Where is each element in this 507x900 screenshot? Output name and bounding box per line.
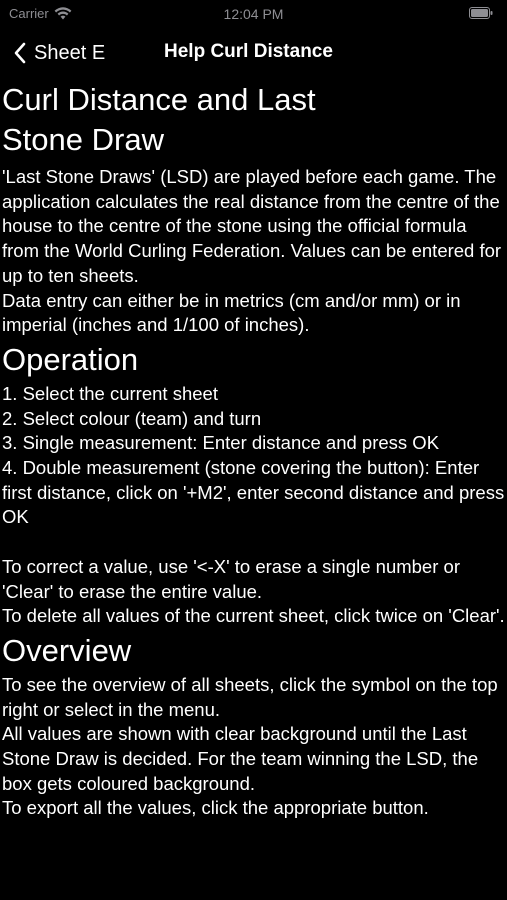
operation-heading: Operation [2, 341, 139, 377]
main-heading: Curl Distance and Last Stone Draw [2, 82, 316, 157]
overview-heading: Overview [2, 632, 132, 668]
chevron-left-icon [14, 42, 26, 64]
carrier-label: Carrier [9, 6, 49, 21]
back-button-label: Sheet E [34, 41, 106, 64]
help-content [2, 80, 507, 821]
battery-icon [469, 7, 493, 19]
page-title: Help Curl Distance [164, 41, 333, 62]
intro-paragraph: 'Last Stone Draws' (LSD) are played before each game. The application calculates the real distance from the centre of the house to the centre of the stone using the official formula from the World Curling Federation. Values can be entered for up to ten sheets. Data entry can either be in metrics (cm and/or mm) or in imperial (inches and 1/100 of inches). [2, 166, 502, 336]
operation-paragraph: 1. Select the current sheet 2. Select colour (team) and turn 3. Single measurement: Enter distance and press OK 4. Double measurement (stone covering the button): Enter first distance, click on '+M2', enter second distance and press OK To correct a value, use '<-X' to erase a single number or 'Clear' to erase the entire value. To delete all values of the current sheet, click twice on 'Clear'. [2, 382, 505, 627]
back-button[interactable] [14, 38, 105, 68]
status-bar [0, 0, 507, 30]
navigation-bar [0, 30, 507, 76]
status-time: 12:04 PM [223, 6, 284, 22]
overview-paragraph: To see the overview of all sheets, click the symbol on the top right or select in the menu. All values are shown with clear background until the Last Stone Draw is decided. For the team winning the LSD, the box gets coloured background. To export all the values, click the appropriate button. [2, 673, 498, 819]
